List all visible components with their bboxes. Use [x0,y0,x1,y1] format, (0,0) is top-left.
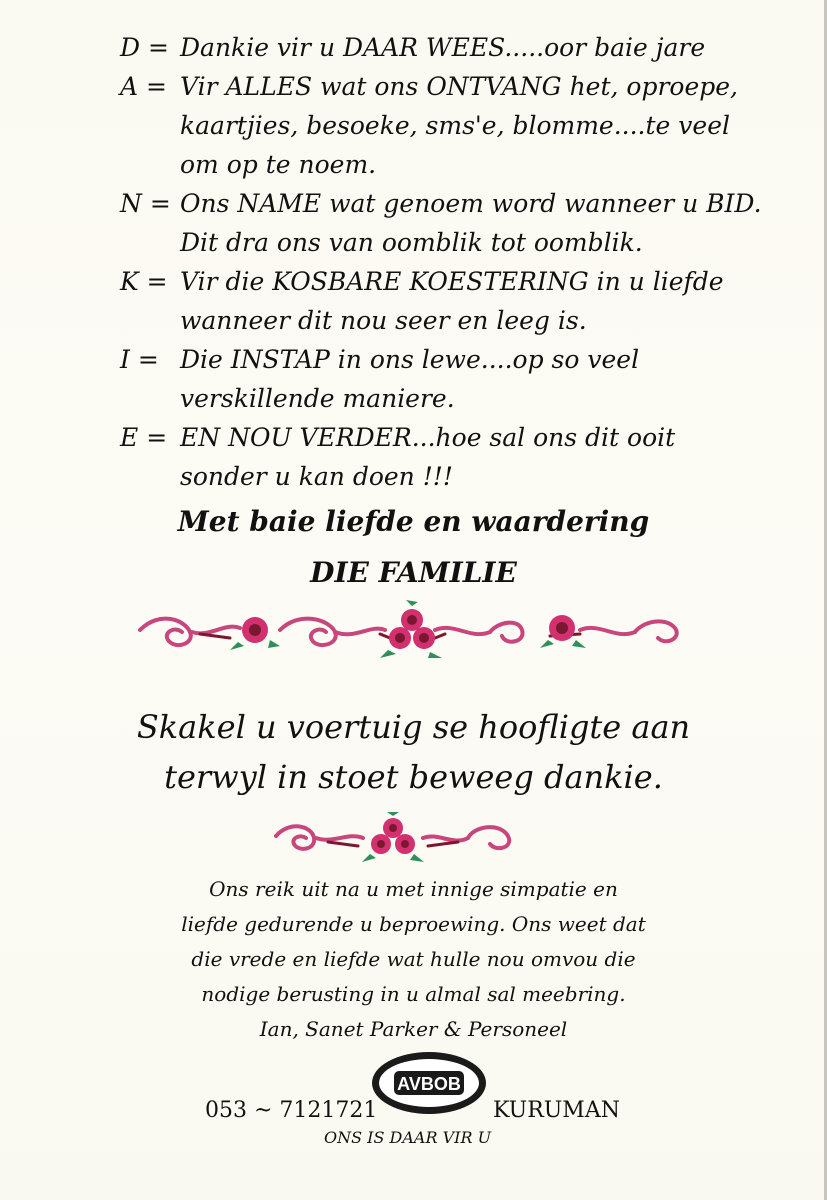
sympathy-line: nodige berusting in u almal sal meebring. [201,982,626,1006]
avbob-logo-icon [370,1050,488,1116]
acrostic-line: om op te noem. [180,150,377,179]
acrostic-entry-i [120,340,800,418]
rose-cluster-left [230,617,280,650]
acrostic-letter: N = [120,189,171,218]
acrostic-line: sonder u kan doen !!! [180,462,453,491]
town-name: KURUMAN [493,1098,620,1123]
acrostic-line: Vir die KOSBARE KOESTERING in u liefde [180,267,724,296]
acrostic-line: verskillende maniere. [180,384,455,413]
rose-divider-large-icon [130,600,695,662]
rose-cluster-center [380,600,442,658]
acrostic-line: Vir ALLES wat ons ONTVANG het, oproepe, [180,72,738,101]
family-signature: DIE FAMILIE [310,556,517,589]
dankie-acrostic [120,28,800,496]
sympathy-signature: Ian, Sanet Parker & Personeel [259,1017,568,1041]
acrostic-letter: K = [120,267,168,296]
acrostic-letter: E = [120,423,168,452]
signoff-line: Met baie liefde en waardering [177,505,650,538]
headlights-notice-line: terwyl in stoet beweeg dankie. [164,758,663,796]
acrostic-entry-k [120,262,800,340]
acrostic-line: Ons NAME wat genoem word wanneer u BID. [180,189,762,218]
avbob-slogan: ONS IS DAAR VIR U [324,1128,492,1147]
avbob-logo-text: AVBOB [397,1074,461,1094]
acrostic-line: Dankie vir u DAAR WEES.....oor baie jare [180,33,706,62]
sympathy-line: Ons reik uit na u met innige simpatie en [209,877,618,901]
sympathy-line: die vrede en liefde wat hulle nou omvou die [191,947,636,971]
acrostic-line: Dit dra ons van oomblik tot oomblik. [180,228,643,257]
phone-number: 053 ~ 7121721 [205,1098,378,1123]
acrostic-line: wanneer dit nou seer en leeg is. [180,306,587,335]
headlights-notice-line: Skakel u voertuig se hoofligte aan [136,708,691,746]
acrostic-letter: I = [120,345,159,374]
acrostic-entry-e [120,418,800,496]
acrostic-entry-n [120,184,800,262]
acrostic-line: EN NOU VERDER...hoe sal ons dit ooit [180,423,676,452]
acrostic-entry-d [120,28,800,67]
acrostic-entry-a [120,67,800,184]
acrostic-line: Die INSTAP in ons lewe....op so veel [180,345,640,374]
acrostic-letter: A = [120,72,167,101]
acrostic-letter: D = [120,33,169,62]
rose-divider-small-icon [268,812,518,866]
sympathy-line: liefde gedurende u beproewing. Ons weet dat [181,912,646,936]
acrostic-line: kaartjies, besoeke, sms'e, blomme....te veel [180,111,730,140]
